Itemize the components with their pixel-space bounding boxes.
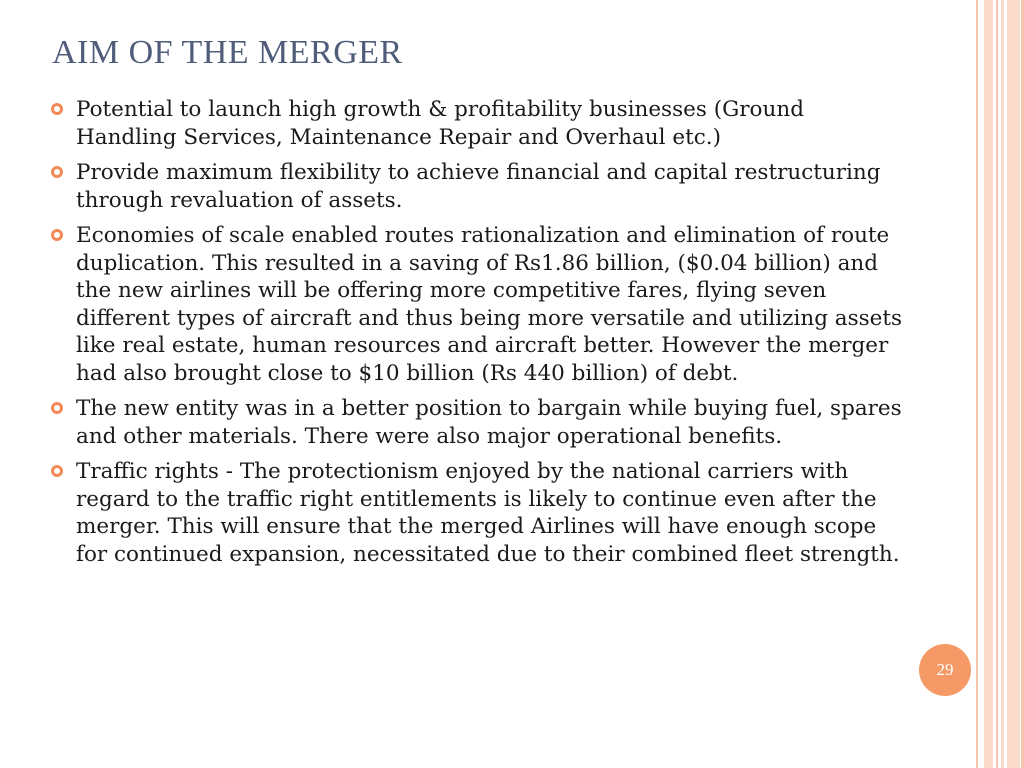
decorative-stripe bbox=[996, 0, 998, 768]
bullet-item bbox=[50, 395, 910, 450]
slide-title: AIM OF THE MERGER bbox=[52, 34, 403, 71]
bullet-item bbox=[50, 96, 910, 151]
ring-bullet-icon bbox=[51, 402, 63, 414]
ring-bullet-icon bbox=[51, 465, 63, 477]
ring-bullet-icon bbox=[51, 103, 63, 115]
ring-bullet-icon bbox=[51, 166, 63, 178]
decorative-stripe bbox=[1007, 0, 1020, 768]
bullet-text: The new entity was in a better position to bargain while buying fuel, spares and other materials. There were also major operational benefits. bbox=[76, 396, 902, 449]
bullet-text: Potential to launch high growth & profitability businesses (Ground Handling Services, Maintenance Repair and Overhaul etc.) bbox=[76, 97, 804, 150]
bullet-list bbox=[50, 96, 910, 576]
decorative-stripe bbox=[1001, 0, 1004, 768]
bullet-item bbox=[50, 458, 910, 568]
decorative-stripe bbox=[976, 0, 978, 768]
bullet-text: Provide maximum flexibility to achieve financial and capital restructuring through revaluation of assets. bbox=[76, 160, 881, 213]
bullet-item bbox=[50, 159, 910, 214]
bullet-text: Economies of scale enabled routes rationalization and elimination of route duplication. This resulted in a saving of Rs1.86 billion, ($0.04 billion) and the new airlines will be offering more competitive fares, flying seven different types of aircraft and thus being more versatile and utilizing assets like real estate, human resources and aircraft better. However the merger had also brought close to $10 billion (Rs 440 billion) of debt. bbox=[76, 223, 903, 386]
bullet-item bbox=[50, 222, 910, 387]
page-number-badge: 29 bbox=[919, 644, 971, 696]
ring-bullet-icon bbox=[51, 229, 63, 241]
bullet-text: Traffic rights - The protectionism enjoyed by the national carriers with regard to the traffic right entitlements is likely to continue even after the merger. This will ensure that the merged Airlines will have enough scope for continued expansion, necessitated due to their combined fleet strength. bbox=[76, 459, 900, 567]
decorative-stripe bbox=[984, 0, 993, 768]
